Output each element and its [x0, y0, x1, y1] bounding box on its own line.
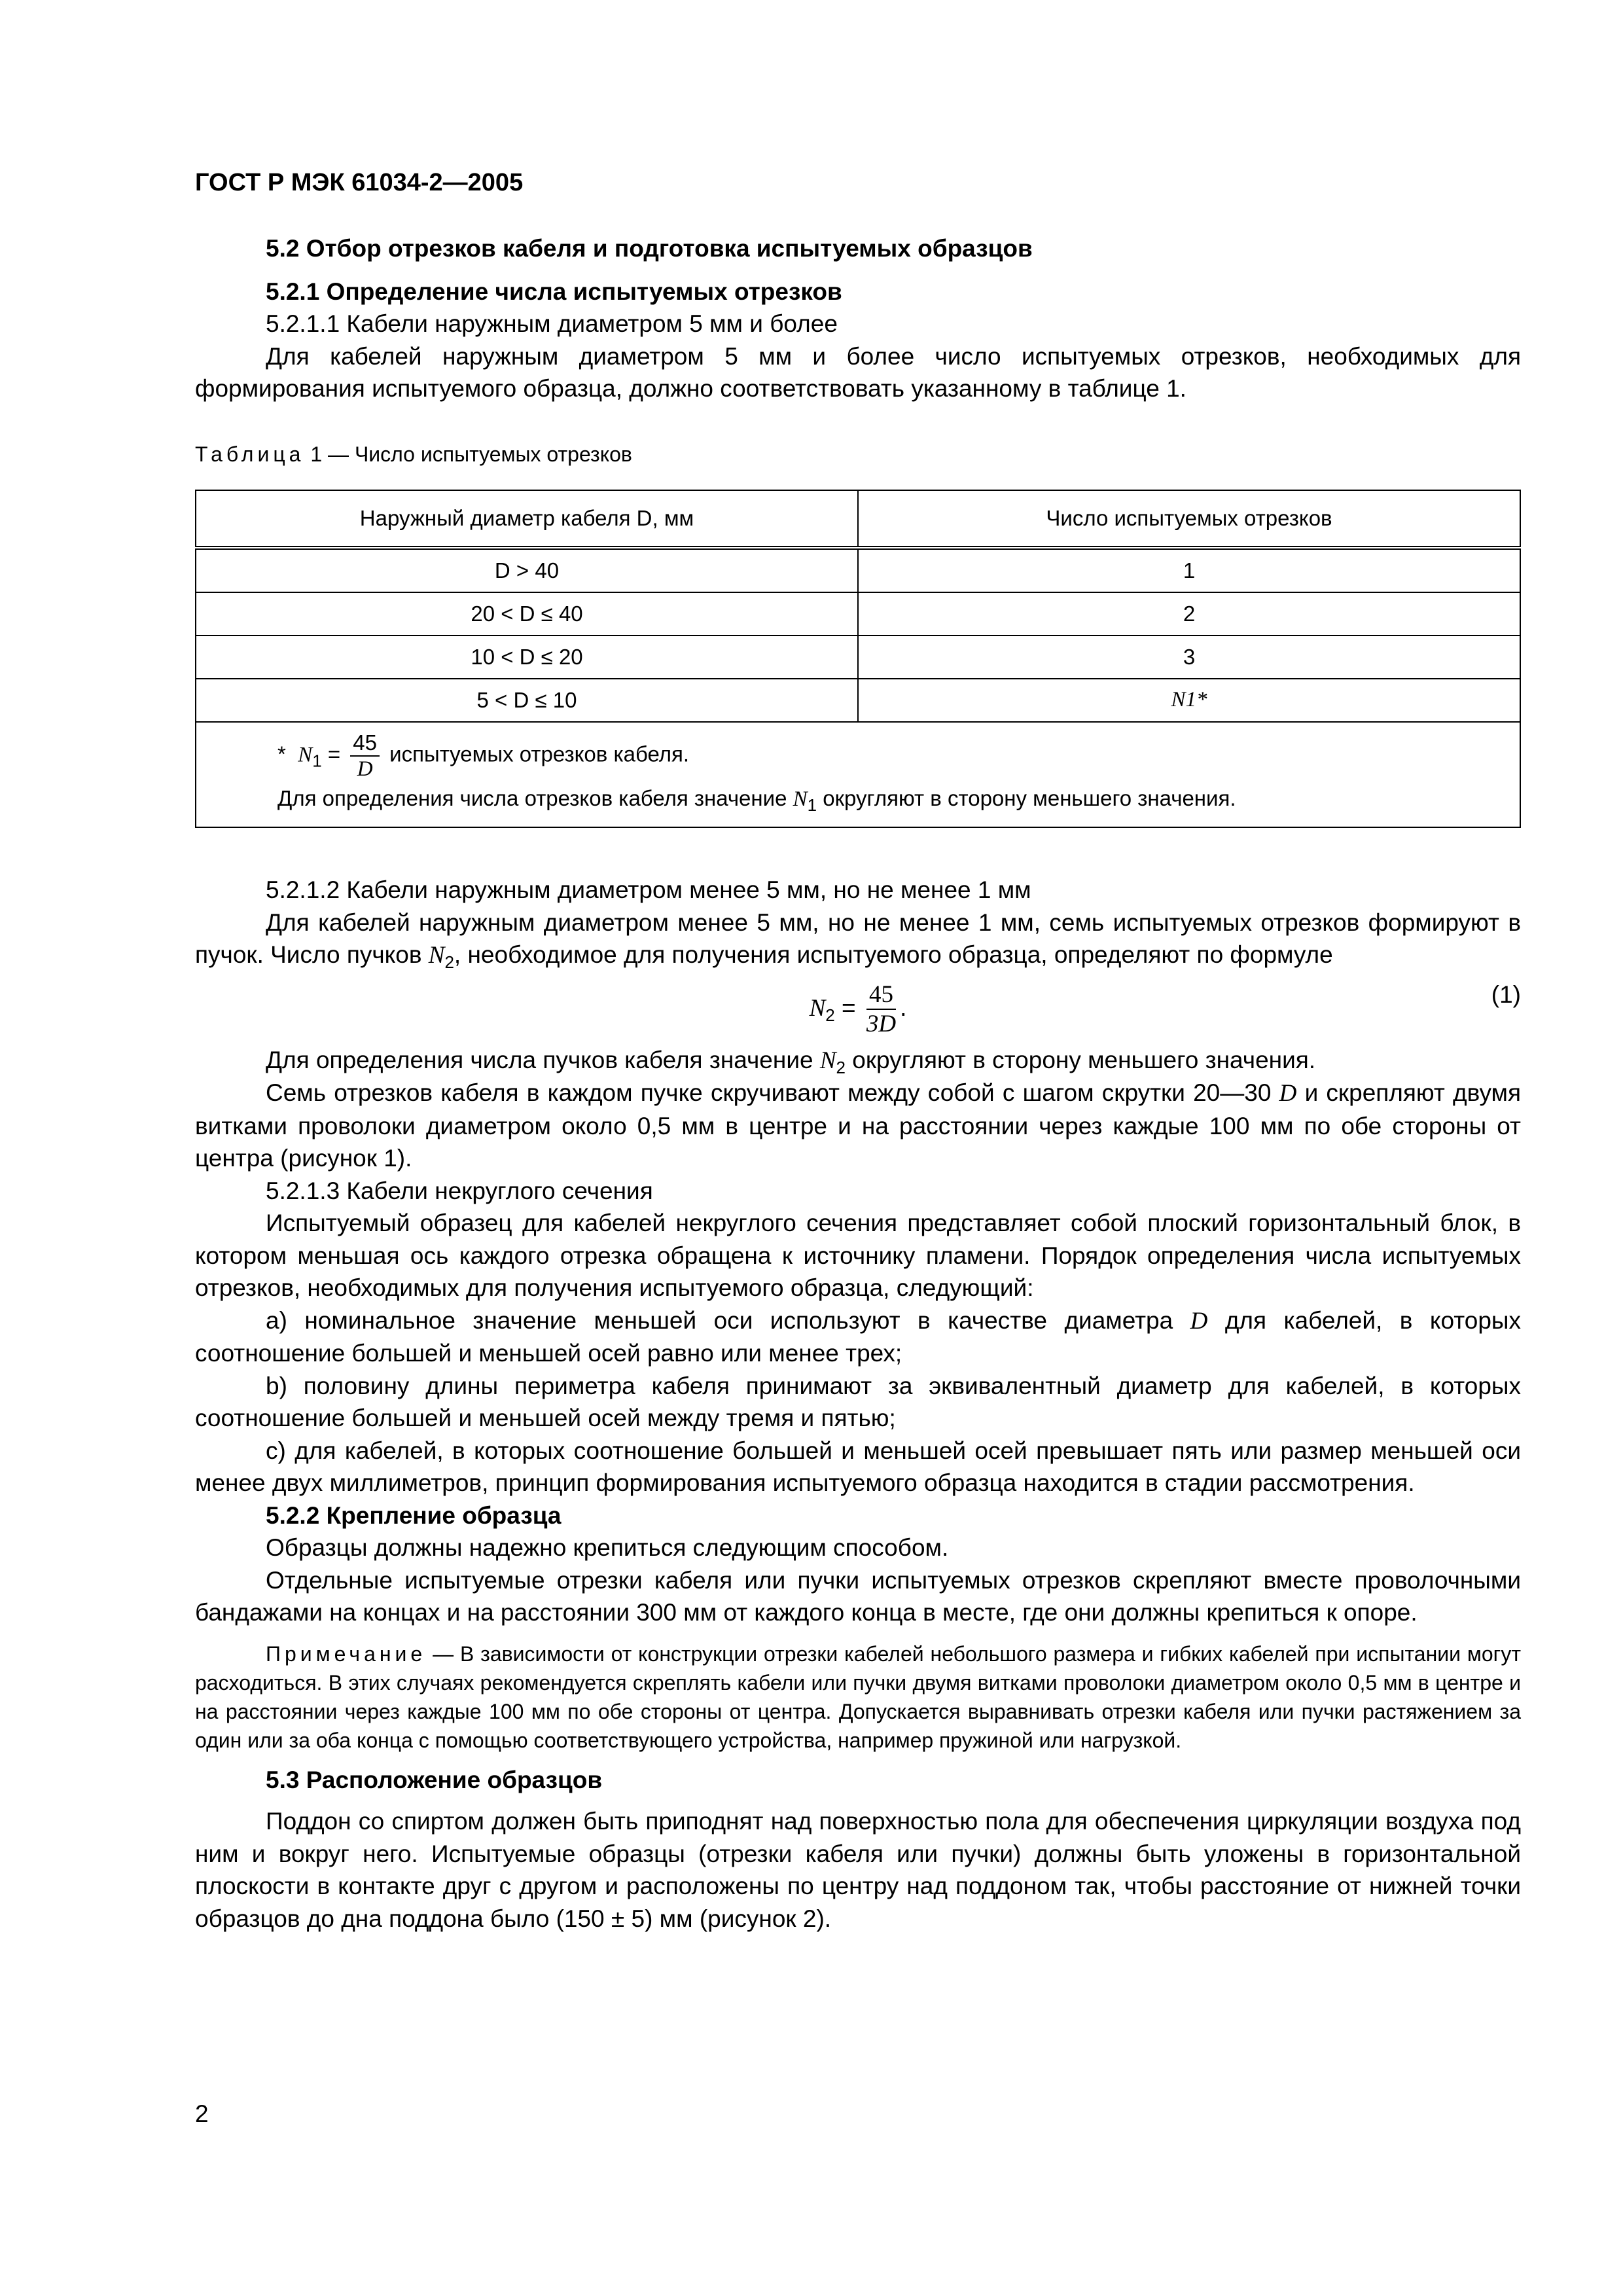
variable-d: D [1190, 1307, 1208, 1335]
heading-5-2-1-1: 5.2.1.1 Кабели наружным диаметром 5 мм и более [266, 310, 838, 337]
text: , необходимое для получения испытуемого образца, определяют по формуле [454, 941, 1333, 968]
text: и скрепляют двумя витками проволоки диаметром около 0,5 мм в центре и на расстоянии через каждые 100 мм по обе стороны от центра (рисунок 1). [195, 1079, 1521, 1172]
table-cell: 5 < D ≤ 10 [196, 679, 858, 722]
document-header: ГОСТ Р МЭК 61034-2—2005 [195, 169, 524, 196]
text: округляют в сторону меньшего значения. [852, 1046, 1316, 1073]
footnote-text: испытуемых отрезков кабеля. [389, 742, 690, 766]
footnote-text: Для определения числа отрезков кабеля значение [277, 786, 787, 810]
list-item-c: c) для кабелей, в которых соотношение большей и меньшей осей превышает пять или размер меньшей оси менее двух миллиметров, принцип формирования испытуемого образца находится в стадии рассмотрения. [195, 1437, 1521, 1496]
equation-number: (1) [1491, 980, 1521, 1008]
formula-sub: 1 [312, 751, 322, 771]
formula-sub: 2 [836, 1057, 846, 1077]
fraction [866, 982, 896, 1036]
heading-5-2-1-2: 5.2.1.2 Кабели наружным диаметром менее 5 мм, но не менее 1 мм [266, 876, 1031, 903]
paragraph: Отдельные испытуемые отрезки кабеля или пучки испытуемых отрезков скрепляют вместе проволочными бандажами на концах и на расстоянии 300 мм от каждого конца в месте, где они должны крепиться к опоре. [195, 1566, 1521, 1626]
note [195, 1640, 1521, 1755]
caption-label: Таблица [195, 442, 305, 466]
heading-5-2: 5.2 Отбор отрезков кабеля и подготовка испытуемых образцов [266, 235, 1033, 262]
table-cell: 1 [858, 548, 1520, 592]
paragraph: Испытуемый образец для кабелей некруглого сечения представляет собой плоский горизонтальный блок, в котором меньшая ось каждого отрезка обращена к источнику пламени. Порядок определения числа испытуемых отрезков, необходимых для получения испытуемого образца, следующий: [195, 1210, 1521, 1301]
table-header-row [196, 490, 1520, 548]
footnote-star: * [277, 742, 286, 766]
column-header: Наружный диаметр кабеля D, мм [196, 490, 858, 548]
note-label: Примечание [266, 1641, 427, 1666]
text: Для кабелей наружным диаметром менее 5 мм, но не менее 1 мм, семь испытуемых отрезков формируют в пучок. Число пучков [195, 908, 1521, 968]
table-cell: D > 40 [196, 548, 858, 592]
heading-5-3: 5.3 Расположение образцов [266, 1766, 603, 1793]
paragraph: Поддон со спиртом должен быть приподнят над поверхностью пола для обеспечения циркуляции воздуха под ним и вокруг него. Испытуемые образцы (отрезки кабеля или пучки) должны быть уложены в горизонтальной плоскости в контакте друг с другом и расположены по центру над поддоном так, чтобы расстояние от нижней точки образцов до дна поддона было (150 ± 5) мм (рисунок 2). [195, 1808, 1521, 1932]
list-item-a [195, 1304, 1521, 1370]
formula-n: N [793, 787, 808, 811]
column-header: Число испытуемых отрезков [858, 490, 1520, 548]
table-cell: 20 < D ≤ 40 [196, 592, 858, 636]
section-5-2-1 [195, 232, 1521, 405]
table-caption [195, 440, 1521, 469]
formula-sub: 1 [807, 795, 817, 815]
variable-d: D [1279, 1080, 1297, 1107]
note-text: — В зависимости от конструкции отрезки кабелей небольшого размера и гибких кабелей при испытании могут расходиться. В этих случаях рекомендуется скреплять кабели или пучки двумя витками проволоки диаметром около 0,5 мм в центре и на расстоянии через каждые 100 мм по обе стороны от центра. Допускается выравнивать отрезки кабеля или пучки растяжением за один или за оба конца с помощью соответствующего устройства, например пружиной или нагрузкой. [195, 1641, 1521, 1752]
numerator: 45 [866, 982, 896, 1010]
table-footnote-row [196, 722, 1520, 827]
formula-n: N [428, 942, 445, 969]
table-row [196, 679, 1520, 722]
formula-sub: 2 [444, 952, 454, 972]
text: a) номинальное значение меньшей оси используют в качестве диаметра [266, 1306, 1173, 1334]
table-footnote: * $N_1$ = $\frac{45}{D}$ испытуемых отрезков кабеля. Для определения числа отрезков кабеля значение $N_1$ округляют в сторону меньшего значения. [196, 722, 1520, 827]
fraction [350, 732, 380, 780]
denominator: 3D [866, 1010, 897, 1037]
numerator: 45 [350, 732, 380, 757]
text: для кабелей, в которых соотношение большей и меньшей осей равно или менее трех; [195, 1306, 1522, 1367]
caption-text: 1 — Число испытуемых отрезков [304, 442, 632, 466]
paragraph [195, 906, 1521, 972]
formula-1: $N_2$ = $\frac{45}{3D}$ . (1) [195, 972, 1521, 1044]
text: Семь отрезков кабеля в каждом пучке скручивают между собой с шагом скрутки 20—30 [266, 1079, 1272, 1106]
table-row [196, 548, 1520, 592]
page-number: 2 [195, 2100, 209, 2127]
table-cell: 10 < D ≤ 20 [196, 636, 858, 679]
denominator: D [357, 757, 373, 781]
heading-5-2-1: 5.2.1 Определение числа испытуемых отрезков [266, 278, 842, 305]
table-cell: N1* [858, 679, 1520, 722]
paragraph: Образцы должны надежно крепиться следующим способом. [266, 1534, 949, 1561]
formula-n: N [298, 743, 313, 767]
section-5-2-1-2 [195, 874, 1521, 1935]
formula-n: N [809, 994, 826, 1022]
heading-5-2-1-3: 5.2.1.3 Кабели некруглого сечения [266, 1177, 653, 1204]
formula-sub: 2 [825, 1005, 835, 1025]
table-1 [195, 490, 1521, 828]
table-row [196, 636, 1520, 679]
paragraph [195, 1077, 1521, 1175]
heading-5-2-2: 5.2.2 Крепление образца [266, 1501, 562, 1529]
table-row [196, 592, 1520, 636]
footnote-text: округляют в сторону меньшего значения. [823, 786, 1236, 810]
list-item-b: b) половину длины периметра кабеля принимают за эквивалентный диаметр для кабелей, в которых соотношение большей и меньшей осей между тремя и пятью; [195, 1372, 1521, 1431]
table-cell: 2 [858, 592, 1520, 636]
table-cell: 3 [858, 636, 1520, 679]
formula-n: N [819, 1047, 836, 1074]
text: Для определения числа пучков кабеля значение [266, 1046, 813, 1073]
paragraph [195, 1044, 1521, 1077]
paragraph: Для кабелей наружным диаметром 5 мм и более число испытуемых отрезков, необходимых для формирования испытуемого образца, должно соответствовать указанному в таблице 1. [195, 342, 1521, 402]
